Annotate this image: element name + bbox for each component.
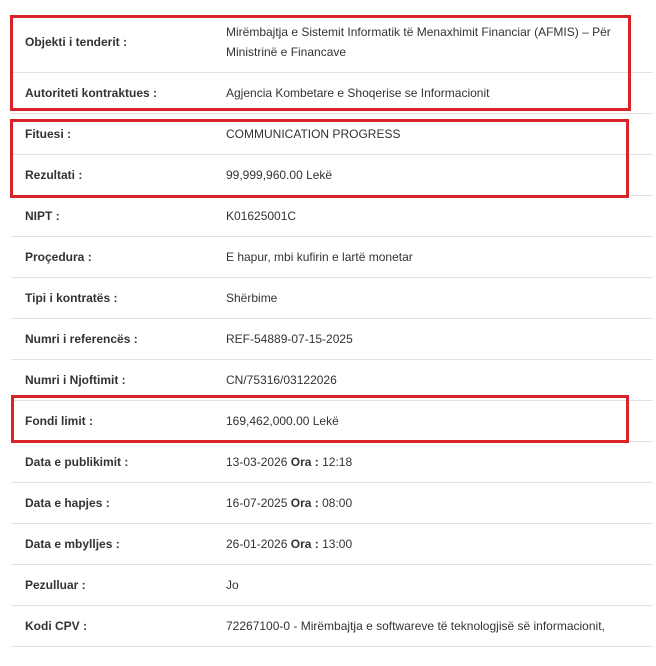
row-data-publikimit — [11, 442, 653, 483]
row-numri-njoftimit — [11, 360, 653, 401]
row-label: Fondi limit : — [25, 414, 93, 428]
row-value: COMMUNICATION PROGRESS — [226, 127, 401, 141]
row-procedura — [11, 237, 653, 278]
row-value: 99,999,960.00 Lekë — [226, 168, 333, 182]
row-nipt — [11, 196, 653, 237]
row-rezultati — [11, 155, 653, 196]
row-value: CN/75316/03122026 — [226, 373, 337, 387]
row-value: Jo — [226, 578, 239, 592]
row-value: 169,462,000.00 Lekë — [226, 414, 339, 428]
date-value: 16-07-2025 — [226, 496, 288, 510]
row-fondi-limit — [11, 401, 653, 442]
row-value: E hapur, mbi kufirin e lartë monetar — [226, 250, 413, 264]
tender-details-table — [11, 12, 653, 647]
row-kodi-cpv — [11, 606, 653, 647]
row-label: Data e hapjes : — [25, 496, 110, 510]
row-value — [226, 534, 653, 554]
row-pezulluar — [11, 565, 653, 606]
row-fituesi — [11, 114, 653, 155]
row-label: Kodi CPV : — [25, 619, 87, 633]
row-value: Agjencia Kombetare e Shoqerise se Informacionit — [226, 86, 490, 100]
ora-label: Ora : — [290, 455, 319, 469]
date-value: 26-01-2026 — [226, 537, 288, 551]
row-value: 72267100-0 - Mirëmbajtja e softwareve të teknologjisë së informacionit, — [226, 619, 605, 633]
row-label: Numri i Njoftimit : — [25, 373, 126, 387]
row-autoriteti — [11, 73, 653, 114]
row-tipi-kontrates — [11, 278, 653, 319]
row-label: Objekti i tenderit : — [25, 35, 128, 49]
row-value: K01625001C — [226, 209, 297, 223]
row-objekti — [11, 12, 653, 73]
row-label: Data e publikimit : — [25, 455, 129, 469]
row-value: Shërbime — [226, 291, 278, 305]
row-label: Fituesi : — [25, 127, 72, 141]
row-data-mbylljes — [11, 524, 653, 565]
row-label: Data e mbylljes : — [25, 537, 120, 551]
time-value: 13:00 — [322, 537, 353, 551]
time-value: 08:00 — [322, 496, 353, 510]
row-label: Numri i referencës : — [25, 332, 138, 346]
time-value: 12:18 — [322, 455, 353, 469]
row-label: Proçedura : — [25, 250, 92, 264]
row-label: Rezultati : — [25, 168, 83, 182]
row-value — [226, 452, 653, 472]
row-value: REF-54889-07-15-2025 — [226, 332, 353, 346]
row-value — [226, 493, 653, 513]
row-label: NIPT : — [25, 209, 60, 223]
date-value: 13-03-2026 — [226, 455, 288, 469]
row-data-hapjes — [11, 483, 653, 524]
row-label: Pezulluar : — [25, 578, 86, 592]
row-label: Tipi i kontratës : — [25, 291, 118, 305]
ora-label: Ora : — [290, 496, 319, 510]
row-numri-references — [11, 319, 653, 360]
row-value: Mirëmbajtja e Sistemit Informatik të Menaxhimit Financiar (AFMIS) – Për Ministrinë e Financave — [226, 25, 611, 59]
ora-label: Ora : — [290, 537, 319, 551]
row-label: Autoriteti kontraktues : — [25, 86, 158, 100]
